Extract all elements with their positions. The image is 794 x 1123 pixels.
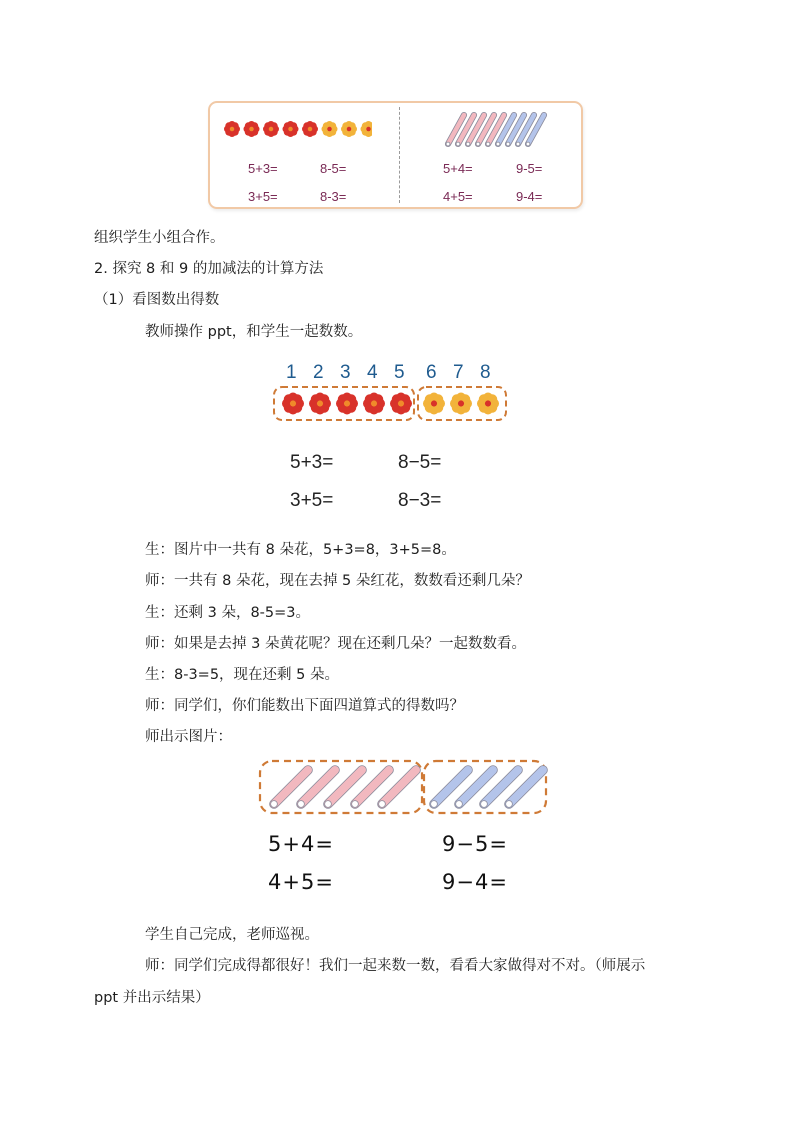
dialogue-line: 师：如果是去掉 3 朵黄花呢？现在还剩几朵？一起数数看。 (145, 636, 526, 652)
dialogue-line: 师：一共有 8 朵花，现在去掉 5 朵红花，数数看还剩几朵？ (145, 573, 530, 589)
stick-row (442, 109, 562, 149)
paragraph: 学生自己完成，老师巡视。 (145, 927, 319, 943)
flower-row (222, 118, 372, 140)
red-flower-icon (309, 393, 331, 415)
red-flower-icon (302, 121, 318, 137)
count-number: 8 (480, 362, 491, 383)
card-equation: 4+5= (443, 189, 473, 204)
card-equation: 5+4= (443, 161, 473, 176)
dialogue-line: 生：8-3=5，现在还剩 5 朵。 (145, 667, 340, 683)
red-flower-icon (283, 121, 299, 137)
count-number: 5 (394, 362, 405, 383)
flower-figure (272, 385, 512, 423)
count-number: 4 (367, 362, 378, 383)
count-number: 1 (286, 362, 297, 383)
dialogue-line: 师：同学们，你们能数出下面四道算式的得数吗？ (145, 698, 464, 714)
paragraph: 师：同学们完成得都很好！我们一起来数一数，看看大家做得对不对。（师展示 (145, 958, 646, 974)
red-flower-icon (282, 393, 304, 415)
stick-figure (258, 758, 550, 816)
yellow-flower-icon (450, 393, 472, 415)
yellow-flower-icon (477, 393, 499, 415)
count-numbers (272, 362, 512, 386)
red-flower-icon (244, 121, 260, 137)
card-equation: 3+5= (248, 189, 278, 204)
card-equation: 5+3= (248, 161, 278, 176)
red-flower-icon (336, 393, 358, 415)
equation: 9−5= (442, 832, 508, 856)
card-equation: 9-5= (516, 161, 543, 176)
dialogue-line: 生：图片中一共有 8 朵花，5+3=8，3+5=8。 (145, 542, 456, 558)
equation: 5+4= (268, 832, 334, 856)
equation: 4+5= (268, 870, 334, 894)
dialogue-line: 生：还剩 3 朵，8-5=3。 (145, 605, 311, 621)
red-flower-icon (224, 121, 240, 137)
equation: 8−3= (398, 490, 442, 511)
section-heading: 2. 探究 8 和 9 的加减法的计算方法 (94, 261, 324, 277)
card-equation: 8-3= (320, 189, 347, 204)
card-equation: 8-5= (320, 161, 347, 176)
yellow-flower-icon (322, 121, 338, 137)
equation: 3+5= (290, 490, 334, 511)
equation: 8−5= (398, 452, 442, 473)
red-flower-icon (363, 393, 385, 415)
card-divider (399, 107, 400, 203)
yellow-flower-icon (361, 121, 373, 137)
red-flower-icon (390, 393, 412, 415)
top-summary-card (208, 101, 583, 209)
count-number: 6 (426, 362, 437, 383)
count-number: 2 (313, 362, 324, 383)
yellow-flower-icon (341, 121, 357, 137)
paragraph: ppt 并出示结果） (94, 990, 210, 1006)
equation: 9−4= (442, 870, 508, 894)
yellow-flower-icon (423, 393, 445, 415)
count-number: 3 (340, 362, 351, 383)
subsection-heading: （1）看图数出得数 (94, 292, 220, 308)
paragraph: 教师操作 ppt，和学生一起数数。 (145, 324, 363, 340)
count-number: 7 (453, 362, 464, 383)
red-flower-icon (263, 121, 279, 137)
dialogue-line: 师出示图片： (145, 729, 232, 745)
paragraph: 组织学生小组合作。 (94, 230, 225, 246)
card-equation: 9-4= (516, 189, 543, 204)
equation: 5+3= (290, 452, 334, 473)
